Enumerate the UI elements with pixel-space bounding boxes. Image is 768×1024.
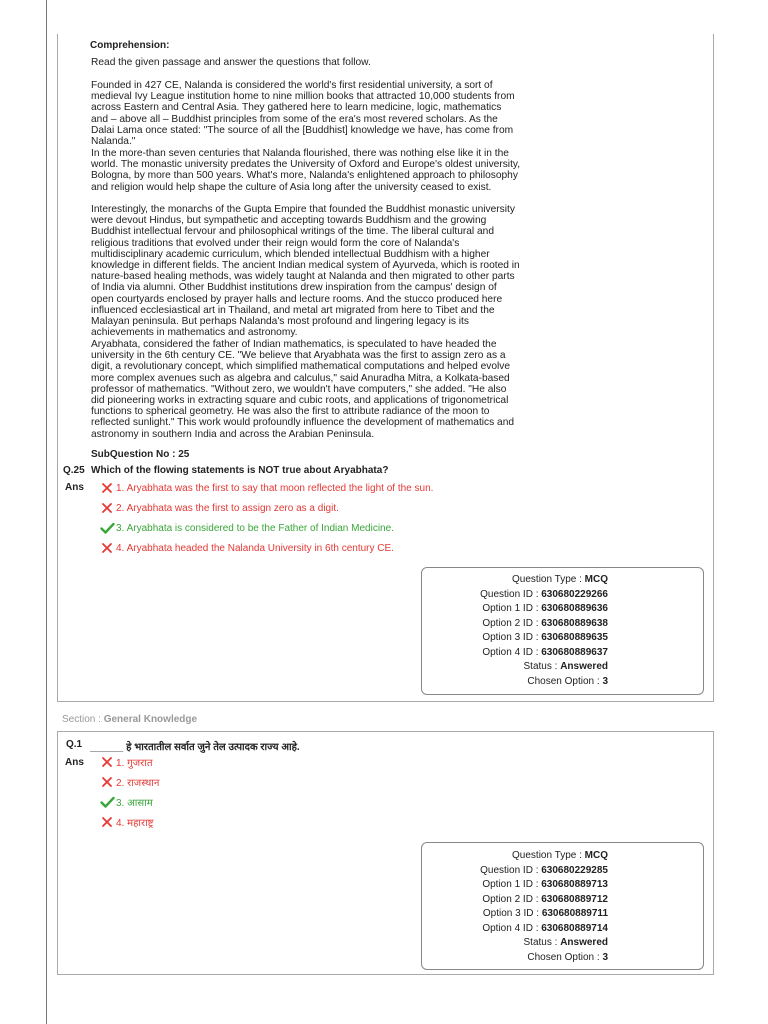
option-2 (98, 501, 339, 515)
option-text: 2. Aryabhata was the first to assign zero as a digit. (116, 502, 339, 514)
info-status: Status : Answered (523, 661, 608, 672)
section-label: Section : General Knowledge (62, 714, 198, 725)
info-chosen-option: Chosen Option : 3 (527, 675, 608, 687)
option-1 (98, 755, 153, 769)
question-info-box (421, 567, 704, 695)
info-question-id: Question ID : 630680229285 (480, 864, 608, 876)
subquestion-label: SubQuestion No : 25 (91, 449, 190, 460)
option-text: 3. Aryabhata is considered to be the Father of Indian Medicine. (116, 522, 394, 534)
question-block-1 (57, 731, 714, 975)
option-4 (98, 815, 154, 829)
passage-paragraph-3: Interestingly, the monarchs of the Gupta Empire that founded the Buddhist monastic university were devout Hindus, but sympathetic and accepting towards Buddhism and the growing Buddhist intellectual fervour and philosophical writings of the time. The liberal cultural and religious traditions that evolved under their reign would form the core of Nalanda's multidisciplinary academic curriculum, which blended intellectual Buddhism with a higher knowledge in different fields. The ancient Indian medical system of Ayurveda, which is rooted in nature-based healing methods, was widely taught at Nalanda and then migrated to other parts of India via alumni. Other Buddhist institutions drew inspiration from the campus' design of open courtyards enclosed by prayer halls and lecture rooms. And the stucco produced here influenced ecclesiastical art in Thailand, and metal art migrated from here to Tibet and the Malayan peninsula. But perhaps Nalanda's most profound and lingering legacy is its achievements in mathematics and astronomy. (91, 204, 520, 339)
option-text: 1. Aryabhata was the first to say that moon reflected the light of the sun. (116, 482, 434, 494)
option-2 (98, 775, 159, 789)
info-option1-id: Option 1 ID : 630680889713 (482, 879, 608, 890)
info-option3-id: Option 3 ID : 630680889711 (482, 908, 608, 919)
section-name: General Knowledge (103, 714, 198, 725)
question-block-25 (57, 34, 714, 702)
answer-label: Ans (65, 482, 84, 493)
cross-icon (98, 501, 116, 515)
passage-paragraph-4: Aryabhata, considered the father of Indian mathematics, is speculated to have headed the university in the 6th century CE. "We believe that Aryabhata was the first to assign zero as a digit, a revolutionary concept, which simplified mathematical computations and helped evolve more complex avenues such as algebra and calculus," said Anuradha Mitra, a Kolkata-based professor of mathematics. "Without zero, we wouldn't have computers," she added. "He also did pioneering works in extracting square and cubic roots, and applications of trigonometrical functions to spherical geometry. He was also the first to attribute radiance of the moon to reflected sunlight." This work would profoundly influence the development of mathematics and astronomy in southern India and across the Arabian Peninsula. (91, 339, 515, 440)
info-question-id: Question ID : 630680229266 (480, 588, 608, 600)
option-text: 2. राजस्थान (116, 778, 160, 789)
cross-icon (98, 541, 116, 555)
cross-icon (98, 815, 116, 829)
cross-icon (98, 775, 116, 789)
passage-paragraph-2: In the more-than seven centuries that Nalanda flourished, there was nothing else like it in the world. The monastic university predates the University of Oxford and Europe's oldest university, Bologna, by more than 500 years. What's more, Nalanda's enlightened approach to philosophy and religion would help shape the culture of Asia long after the university ceased to exist. (91, 148, 521, 193)
check-icon (98, 795, 116, 809)
passage-paragraph-1: Founded in 427 CE, Nalanda is considered the world's first residential university, a sort of medieval Ivy League institution home to nine million books that attracted 10,000 students from across Eastern and Central Asia. They gathered here to learn medicine, logic, mathematics and – above all – Buddhist principles from some of the era's most revered scholars. As the Dalai Lama once stated: "The source of all the [Buddhist] knowledge we have, has come from Nalanda." (91, 80, 515, 148)
option-text: 1. गुजरात (116, 758, 153, 769)
info-option3-id: Option 3 ID : 630680889635 (482, 632, 608, 643)
option-4 (98, 541, 394, 555)
option-3 (98, 521, 394, 535)
check-icon (98, 521, 116, 535)
info-question-type: Question Type : MCQ (512, 850, 608, 861)
instruction-text: Read the given passage and answer the questions that follow. (91, 57, 371, 68)
option-3 (98, 795, 153, 809)
option-text: 4. महाराष्ट्र (116, 818, 154, 829)
option-text: 3. आसाम (116, 798, 153, 809)
info-chosen-option: Chosen Option : 3 (527, 951, 608, 963)
option-1 (98, 481, 433, 495)
option-text: 4. Aryabhata headed the Nalanda University in 6th century CE. (116, 542, 394, 554)
question-text: Which of the flowing statements is NOT true about Aryabhata? (91, 465, 389, 476)
comprehension-heading: Comprehension: (90, 40, 170, 51)
question-number: Q.1 (66, 739, 83, 750)
info-option4-id: Option 4 ID : 630680889714 (482, 922, 608, 934)
info-option2-id: Option 2 ID : 630680889638 (482, 617, 608, 629)
info-option2-id: Option 2 ID : 630680889712 (482, 893, 608, 905)
page-left-rule (46, 0, 47, 1024)
answer-label: Ans (65, 757, 84, 768)
question-text: ______ हे भारतातील सर्वात जुने तेल उत्पादक राज्य आहे. (90, 742, 300, 753)
info-question-type: Question Type : MCQ (512, 574, 608, 585)
question-info-box (421, 842, 704, 970)
info-status: Status : Answered (523, 937, 608, 948)
question-number: Q.25 (63, 465, 85, 476)
cross-icon (98, 755, 116, 769)
info-option1-id: Option 1 ID : 630680889636 (482, 603, 608, 614)
cross-icon (98, 481, 116, 495)
info-option4-id: Option 4 ID : 630680889637 (482, 646, 608, 658)
